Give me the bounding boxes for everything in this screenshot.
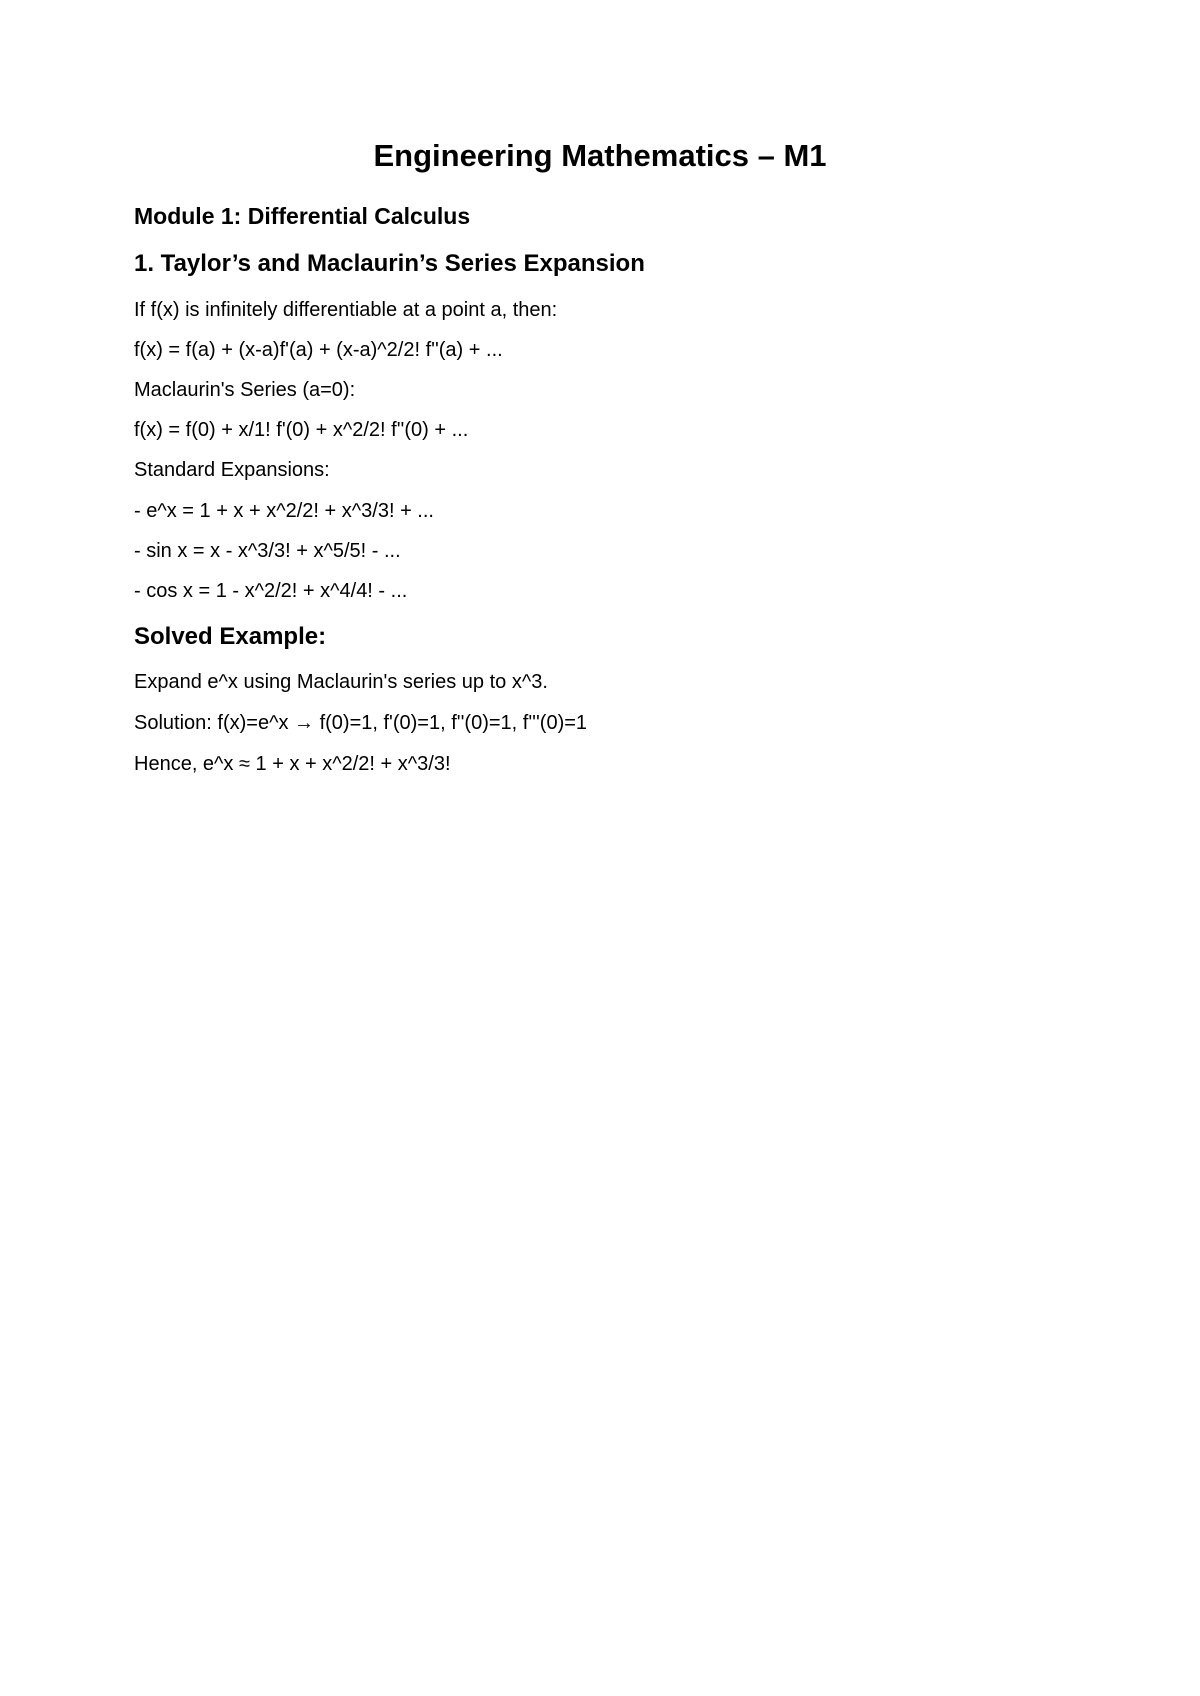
- expansion-exp: - e^x = 1 + x + x^2/2! + x^3/3! + ...: [134, 500, 434, 522]
- taylor-formula: f(x) = f(a) + (x-a)f'(a) + (x-a)^2/2! f''(a) + ...: [134, 339, 503, 361]
- intro-line: If f(x) is infinitely differentiable at a point a, then:: [134, 299, 558, 321]
- example-problem: Expand e^x using Maclaurin's series up to x^3.: [134, 671, 548, 693]
- page-title: Engineering Mathematics – M1: [373, 138, 827, 173]
- maclaurin-label: Maclaurin's Series (a=0):: [134, 379, 356, 401]
- module-heading: Module 1: Differential Calculus: [134, 203, 471, 229]
- example-solution: Solution: f(x)=e^x → f(0)=1, f'(0)=1, f''(0)=1, f'''(0)=1: [134, 712, 588, 734]
- expansion-sin: - sin x = x - x^3/3! + x^5/5! - ...: [134, 540, 401, 562]
- expansion-cos: - cos x = 1 - x^2/2! + x^4/4! - ...: [134, 580, 408, 602]
- example-result: Hence, e^x ≈ 1 + x + x^2/2! + x^3/3!: [134, 753, 451, 775]
- standard-expansions-label: Standard Expansions:: [134, 459, 330, 481]
- solved-example-heading: Solved Example:: [134, 623, 327, 650]
- maclaurin-formula: f(x) = f(0) + x/1! f'(0) + x^2/2! f''(0) + ...: [134, 419, 469, 441]
- section-heading: 1. Taylor’s and Maclaurin’s Series Expansion: [134, 250, 645, 277]
